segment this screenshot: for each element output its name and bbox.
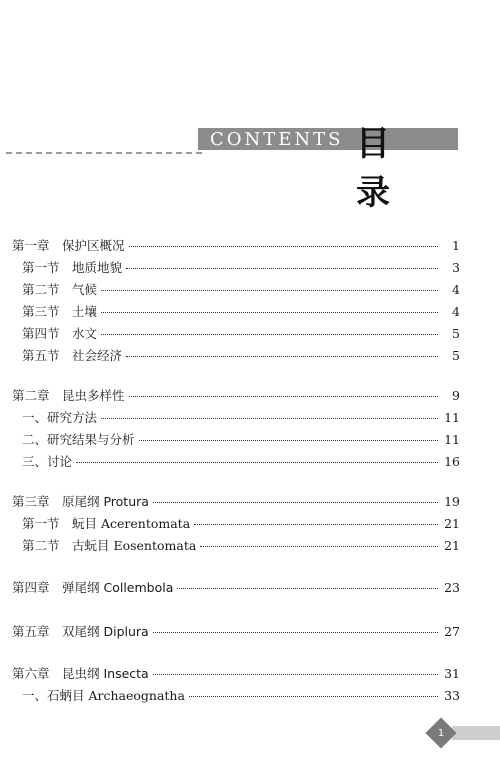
toc-entry[interactable] bbox=[22, 686, 460, 706]
toc-entry[interactable] bbox=[22, 408, 460, 428]
toc-entry[interactable] bbox=[22, 280, 460, 300]
toc-entry-label: 第二节 气候 bbox=[22, 282, 98, 297]
toc-entry-label: 第五章 双尾纲 Diplura bbox=[12, 624, 149, 639]
toc-entry-page: 3 bbox=[452, 260, 460, 275]
toc-entry-page: 31 bbox=[444, 666, 460, 681]
dot-leader bbox=[101, 418, 438, 419]
toc-entry-label: 第一节 蚖目 Acerentomata bbox=[22, 516, 191, 531]
toc-entry[interactable] bbox=[12, 664, 460, 684]
toc-entry-label: 第四节 水文 bbox=[22, 326, 98, 341]
dot-leader bbox=[129, 396, 438, 397]
toc-entry[interactable] bbox=[22, 536, 460, 556]
toc-entry-label: 第三节 土壤 bbox=[22, 304, 98, 319]
toc-entry-label: 第二章 昆虫多样性 bbox=[12, 388, 125, 403]
toc-entry-label: 三、讨论 bbox=[22, 454, 73, 469]
toc-entry-page: 33 bbox=[444, 688, 460, 703]
toc-entry[interactable] bbox=[12, 578, 460, 598]
toc-entry-page: 9 bbox=[452, 388, 460, 403]
toc-entry-page: 4 bbox=[452, 282, 460, 297]
dot-leader bbox=[101, 334, 438, 335]
dot-leader bbox=[126, 356, 438, 357]
toc-entry[interactable] bbox=[22, 302, 460, 322]
contents-label: CONTENTS bbox=[210, 129, 344, 150]
toc-entry-page: 5 bbox=[452, 326, 460, 341]
dot-leader bbox=[126, 268, 438, 269]
toc-entry-label: 第五节 社会经济 bbox=[22, 348, 123, 363]
dot-leader bbox=[101, 290, 438, 291]
toc-entry[interactable] bbox=[22, 346, 460, 366]
toc-entry[interactable] bbox=[22, 258, 460, 278]
toc-entry[interactable] bbox=[12, 236, 460, 256]
toc-entry-label: 第四章 弹尾纲 Collembola bbox=[12, 580, 174, 595]
toc-entry-label: 第二节 古蚖目 Eosentomata bbox=[22, 538, 197, 553]
toc-entry[interactable] bbox=[22, 452, 460, 472]
toc-entry[interactable] bbox=[12, 492, 460, 512]
dot-leader bbox=[189, 696, 438, 697]
toc-entry-page: 27 bbox=[444, 624, 460, 639]
dot-leader bbox=[139, 440, 438, 441]
toc-entry-page: 19 bbox=[444, 494, 460, 509]
toc-entry[interactable] bbox=[22, 430, 460, 450]
toc-entry-page: 16 bbox=[444, 454, 460, 469]
dot-leader bbox=[101, 312, 438, 313]
toc-entry-label: 二、研究结果与分析 bbox=[22, 432, 135, 447]
toc-entry-page: 1 bbox=[452, 238, 460, 253]
dot-leader bbox=[200, 546, 438, 547]
dot-leader bbox=[153, 502, 438, 503]
dot-leader bbox=[153, 632, 438, 633]
page-number: 1 bbox=[437, 727, 445, 739]
toc-entry-label: 第三章 原尾纲 Protura bbox=[12, 494, 149, 509]
toc-entry-page: 4 bbox=[452, 304, 460, 319]
toc-entry-page: 11 bbox=[444, 410, 460, 425]
dot-leader bbox=[194, 524, 438, 525]
toc-entry[interactable] bbox=[12, 622, 460, 642]
dot-leader bbox=[153, 674, 438, 675]
dot-leader bbox=[177, 588, 438, 589]
toc-entry[interactable] bbox=[22, 324, 460, 344]
toc-entry-page: 11 bbox=[444, 432, 460, 447]
toc-entry-page: 23 bbox=[444, 580, 460, 595]
toc-entry-label: 第一章 保护区概况 bbox=[12, 238, 125, 253]
toc-entry-page: 21 bbox=[444, 516, 460, 531]
toc-entry-label: 一、研究方法 bbox=[22, 410, 98, 425]
toc-entry-label: 一、石蛃目 Archaeognatha bbox=[22, 688, 185, 703]
toc-entry[interactable] bbox=[22, 514, 460, 534]
dot-leader bbox=[129, 246, 438, 247]
toc-entry-label: 第一节 地质地貌 bbox=[22, 260, 123, 275]
toc-entry-page: 5 bbox=[452, 348, 460, 363]
page-title: 目录 bbox=[356, 124, 434, 213]
dot-leader bbox=[76, 462, 438, 463]
toc-entry-label: 第六章 昆虫纲 Insecta bbox=[12, 666, 149, 681]
header-dashed-rule bbox=[6, 152, 202, 154]
toc-entry-page: 21 bbox=[444, 538, 460, 553]
toc-entry[interactable] bbox=[12, 386, 460, 406]
footer-bar bbox=[452, 726, 500, 740]
